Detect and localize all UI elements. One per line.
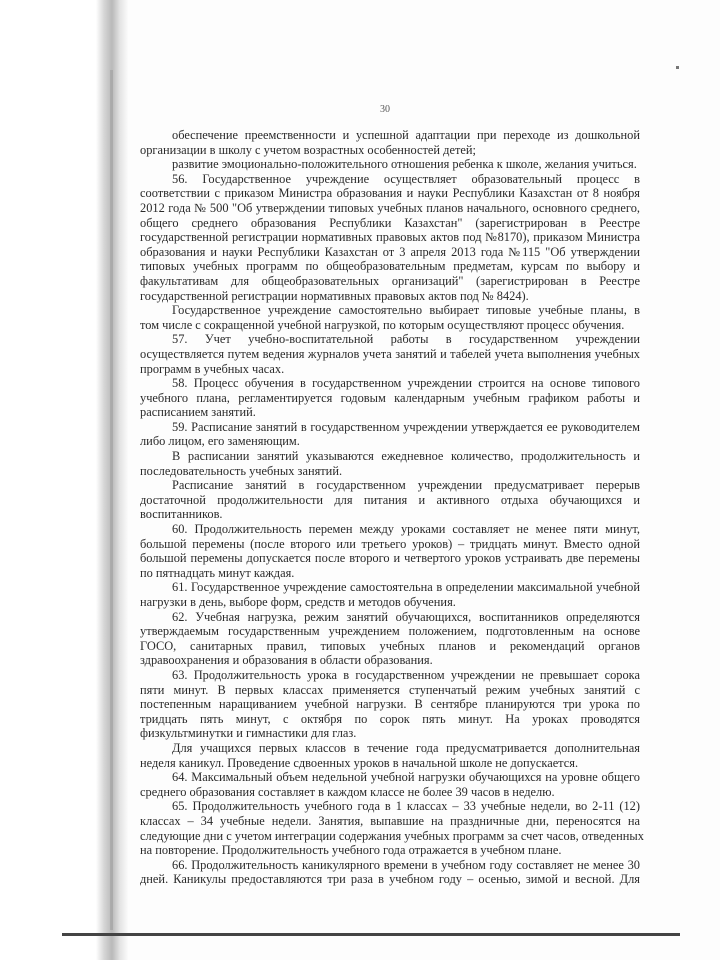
scan-bottom-edge	[62, 933, 680, 936]
text-line: ГОСО, санитарных правил, типовых учебных планов и рекомендаций органов	[140, 638, 640, 653]
text-line: по пятнадцать минут каждая.	[140, 565, 295, 580]
text-line: пяти минут. В первых классах применяется ступенчатый режим учебных занятий с	[140, 682, 640, 697]
text-line: здравоохранения и образования в области образования.	[140, 653, 433, 668]
text-line: последовательность учебных занятий.	[140, 463, 343, 478]
text-line: большой перемены допускается после второго и четвертого уроков устраивать две перемены	[140, 551, 640, 566]
paragraph	[140, 332, 640, 376]
paragraph	[140, 668, 640, 741]
text-line: соответствии с приказом Министра образования и науки Республики Казахстан от 8 ноября	[140, 186, 640, 201]
scan-speck	[676, 66, 679, 69]
text-line: учебного плана, регламентируется годовым календарным учебным графиком работы и	[140, 390, 640, 405]
text-line: 62. Учебная нагрузка, режим занятий обучающихся, воспитанников определяются	[172, 609, 640, 624]
text-line: образования и науки Республики Казахстан от 3 апреля 2013 года №115 "Об утверждении	[140, 244, 640, 259]
text-line: расписанием занятий.	[140, 405, 256, 420]
scan-binding-shadow	[110, 70, 113, 930]
text-line: нагрузки в день, выборе форм, средств и методов обучения.	[140, 595, 456, 609]
text-line: на повторение. Продолжительность учебного года отражается в учебном плане.	[140, 843, 562, 858]
paragraph	[140, 741, 640, 770]
text-line: том числе с сокращенной учебной нагрузкой, по которым осуществляют процесс обучения.	[140, 317, 625, 332]
paragraph	[140, 376, 640, 420]
text-line: либо лицом, его заменяющим.	[140, 434, 300, 449]
document-body	[140, 128, 644, 887]
text-line: 58. Процесс обучения в государственном учреждении строится на основе типового	[172, 376, 640, 391]
paragraph	[140, 522, 640, 580]
paragraph	[140, 303, 640, 332]
text-line: В расписании занятий указываются ежедневное количество, продолжительность и	[172, 449, 640, 464]
paragraph	[140, 172, 640, 303]
paragraph	[140, 770, 640, 799]
text-line: воспитанников.	[140, 507, 223, 522]
text-line: дней. Каникулы предоставляются три раза в учебном году – осенью, зимой и весной. Для	[140, 872, 640, 887]
text-line: 2012 года № 500 "Об утверждении типовых учебных планов начального, основного среднего,	[140, 200, 640, 215]
scan-left-edge-shadow	[0, 0, 128, 960]
paragraph	[140, 420, 640, 449]
text-line: Для учащихся первых классов в течение года предусматривается дополнительная	[172, 740, 640, 755]
paragraph	[140, 580, 640, 609]
paragraph	[140, 128, 640, 157]
text-line: государственной регистрации нормативных правовых актов под №8170), приказом Министра	[140, 230, 640, 245]
text-line: государственной регистрации нормативных правовых актов под № 8424).	[140, 288, 529, 303]
text-line: 57. Учет учебно-воспитательной работы в государственном учреждении	[172, 332, 640, 347]
text-line: 66. Продолжительность каникулярного времени в учебном году составляет не менее 30	[172, 857, 640, 872]
text-line: 65. Продолжительность учебного года в 1 классах – 33 учебные недели, во 2-11 (12)	[172, 799, 640, 814]
page-number: 30	[380, 104, 390, 115]
text-line: достаточной продолжительности для питания и активного отдыха обучающихся и	[140, 492, 640, 507]
text-line: следующие дни с учетом интеграции содержания учебных программ за счет часов, отведенных	[140, 828, 644, 843]
text-line: 59. Расписание занятий в государственном учреждении утверждается ее руководителем	[172, 419, 640, 434]
text-line: классах – 34 учебные недели. Занятия, выпавшие на праздничные дни, переносятся на	[140, 813, 640, 828]
text-line: физкультминутки и гимнастики для глаз.	[140, 726, 357, 741]
text-line: 61. Государственное учреждение самостоятельна в определении максимальной учебной	[172, 580, 640, 595]
text-line: Расписание занятий в государственном учреждении предусматривает перерыв	[172, 478, 640, 493]
text-line: постепенным наращиванием учебной нагрузки. В сентябре планируются три урока по	[140, 697, 640, 712]
text-line: Государственное учреждение самостоятельно выбирает типовые учебные планы, в	[172, 303, 640, 318]
text-line: среднего образования составляет в каждом классе не более 39 часов в неделю.	[140, 784, 555, 799]
paragraph	[140, 157, 640, 172]
text-line: осуществляется путем ведения журналов учета занятий и табелей учета выполнения учебных	[140, 346, 640, 361]
paragraph	[140, 799, 644, 858]
text-line: программ в учебных часах.	[140, 361, 285, 376]
text-line: 64. Максимальный объем недельной учебной нагрузки обучающихся на уровне общего	[172, 770, 640, 785]
text-line: типовых учебных программ по общеобразовательным предметам, курсам по выбору и	[140, 259, 640, 274]
text-line: 60. Продолжительность перемен между уроками составляет не менее пяти минут,	[172, 522, 640, 537]
text-line: неделя каникул. Проведение сдвоенных уроков в начальной школе не допускается.	[140, 755, 579, 770]
paragraph	[140, 610, 640, 668]
paragraph	[140, 478, 640, 522]
paragraph	[140, 449, 640, 478]
paragraph	[140, 858, 640, 887]
text-line: тридцать пять минут, с октября по сорок пять минут. На уроках проводятся	[140, 711, 640, 726]
text-line: большой перемены (после второго или третьего уроков) – тридцать минут. Вместо одной	[140, 536, 640, 551]
text-line: 63. Продолжительность урока в государственном учреждении не превышает сорока	[172, 667, 640, 682]
text-line: развитие эмоционально-положительного отношения ребенка к школе, желания учиться.	[172, 157, 637, 172]
text-line: обеспечение преемственности и успешной адаптации при переходе из дошкольной	[172, 128, 640, 142]
text-line: утверждаемым государственным учреждением положением, подготовленным на основе	[140, 624, 640, 639]
text-line: 56. Государственное учреждение осуществляет образовательный процесс в	[172, 171, 640, 186]
text-line: общего среднего образования Республики Казахстан" (зарегистрирован в Реестре	[140, 215, 640, 230]
text-line: факультативам для общеобразовательных организаций" (зарегистрирован в Реестре	[140, 273, 640, 288]
text-line: организации в школу с учетом возрастных особенностей детей;	[140, 142, 476, 157]
